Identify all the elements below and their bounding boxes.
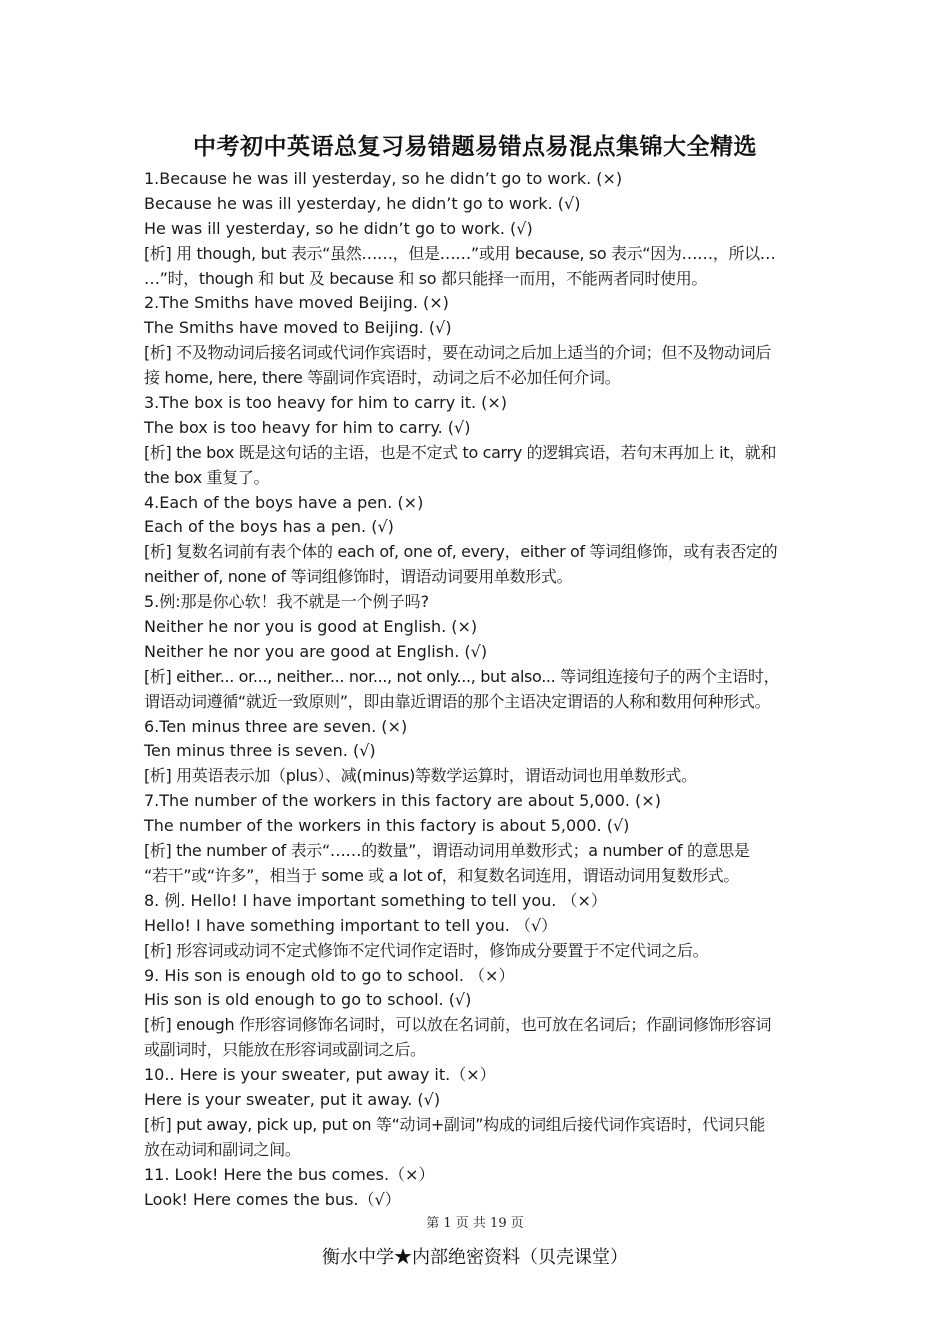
text-line: [析] 形容词或动词不定式修饰不定代词作定语时，修饰成分要置于不定代词之后。 <box>144 940 709 960</box>
text-line: 8. 例. Hello! I have important something to tell you. （×） <box>144 890 607 910</box>
text-line: [析] enough 作形容词修饰名词时，可以放在名词前，也可放在名词后；作副词修饰形容词 <box>144 1015 772 1035</box>
source-footer: 衡水中学★内部绝密资料（贝壳课堂） <box>322 1247 628 1268</box>
text-line: Hello! I have something important to tell you. （√） <box>144 915 558 935</box>
text-line: “若干”或“许多”，相当于 some 或 a lot of，和复数名词连用，谓语动词用复数形式。 <box>144 865 740 885</box>
text-line: Neither he nor you is good at English. (×) <box>144 617 478 637</box>
text-line: 9. His son is enough old to go to school. （×） <box>144 965 515 985</box>
text-line: [析] 不及物动词后接名词或代词作宾语时，要在动词之后加上适当的介词；但不及物动词后 <box>144 343 771 363</box>
text-line: [析] the number of 表示“……的数量”，谓语动词用单数形式；a number of 的意思是 <box>144 841 750 861</box>
text-line: Here is your sweater, put it away. (√) <box>144 1089 441 1109</box>
text-line: 10.. Here is your sweater, put away it.（×） <box>144 1065 496 1085</box>
page-number: 第 1 页 共 19 页 <box>426 1216 524 1231</box>
text-line: 4.Each of the boys have a pen. (×) <box>144 492 424 512</box>
text-line: Each of the boys has a pen. (√) <box>144 517 394 537</box>
text-line: [析] the box 既是这句话的主语，也是不定式 to carry 的逻辑宾语，若句末再加上 it，就和 <box>144 442 777 462</box>
text-line: Look! Here comes the bus.（√） <box>144 1189 401 1209</box>
text-line: …”时，though 和 but 及 because 和 so 都只能择一而用，不能两者同时使用。 <box>144 268 707 288</box>
text-line: neither of, none of 等词组修饰时，谓语动词要用单数形式。 <box>144 567 573 587</box>
text-line: He was ill yesterday, so he didn’t go to work. (√) <box>144 218 533 238</box>
text-line: The Smiths have moved to Beijing. (√) <box>144 318 452 338</box>
text-line: 6.Ten minus three are seven. (×) <box>144 716 408 736</box>
text-line: The number of the workers in this factory is about 5,000. (√) <box>144 816 630 836</box>
text-line: 或副词时，只能放在形容词或副词之后。 <box>144 1040 426 1060</box>
text-line: [析] put away, pick up, put on 等“动词+副词”构成的词组后接代词作宾语时，代词只能 <box>144 1114 765 1134</box>
document-title: 中考初中英语总复习易错题易错点易混点集锦大全精选 <box>193 134 757 160</box>
text-line: [析] 用 though, but 表示“虽然……，但是……”或用 because, so 表示“因为……，所以… <box>144 243 776 263</box>
text-line: 7.The number of the workers in this factory are about 5,000. (×) <box>144 791 661 811</box>
document-body <box>144 167 820 1212</box>
text-line: 5.例:那是你心软！我不就是一个例子吗? <box>144 592 430 612</box>
text-line: the box 重复了。 <box>144 467 270 487</box>
text-line: 谓语动词遵循“就近一致原则”，即由靠近谓语的那个主语决定谓语的人称和数用何种形式。 <box>144 691 771 711</box>
text-line: 放在动词和副词之间。 <box>144 1139 301 1159</box>
text-line: 2.The Smiths have moved Beijing. (×) <box>144 293 449 313</box>
text-line: 3.The box is too heavy for him to carry it. (×) <box>144 393 508 413</box>
text-line: Ten minus three is seven. (√) <box>144 741 376 761</box>
text-line: [析] 复数名词前有表个体的 each of, one of, every，either of 等词组修饰，或有表否定的 <box>144 542 778 562</box>
text-line: Neither he nor you are good at English. (√) <box>144 641 488 661</box>
text-line: [析] 用英语表示加（plus）、减(minus)等数学运算时，谓语动词也用单数形式。 <box>144 766 697 786</box>
text-line: His son is old enough to go to school. (√) <box>144 990 472 1010</box>
text-line: 11. Look! Here the bus comes.（×） <box>144 1164 435 1184</box>
text-line: The box is too heavy for him to carry. (√) <box>144 417 471 437</box>
text-line: Because he was ill yesterday, he didn’t go to work. (√) <box>144 193 581 213</box>
text-line: 1.Because he was ill yesterday, so he didn’t go to work. (×) <box>144 169 623 188</box>
text-line: 接 home, here, there 等副词作宾语时，动词之后不必加任何介词。 <box>144 368 621 388</box>
text-line: [析] either... or..., neither... nor..., not only..., but also... 等词组连接句子的两个主语时， <box>144 666 780 686</box>
